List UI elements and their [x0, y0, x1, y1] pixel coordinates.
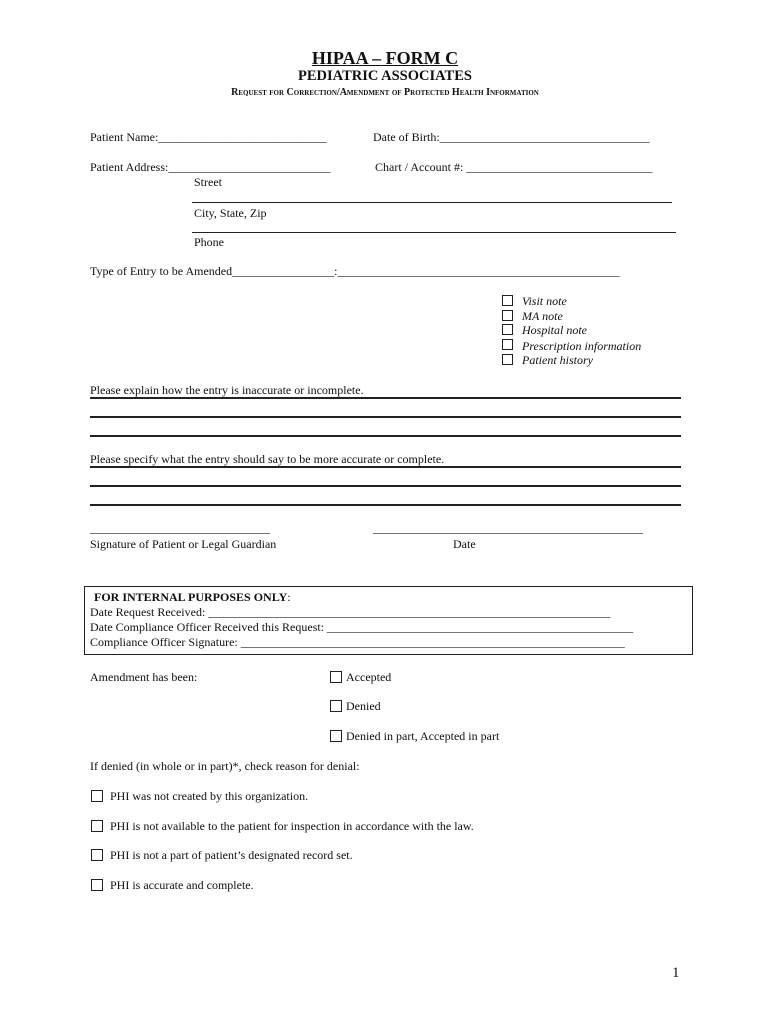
explain-label: Please explain how the entry is inaccurate or incomplete. [90, 383, 364, 397]
not-available-checkbox[interactable] [91, 820, 103, 832]
patient-address-field[interactable]: Patient Address:___________________________ [90, 160, 331, 174]
explain-line-1[interactable] [90, 397, 681, 399]
not-created-checkbox[interactable] [91, 790, 103, 802]
patient-history-checkbox[interactable] [502, 354, 513, 365]
accepted-checkbox[interactable] [330, 671, 342, 683]
specify-line-1[interactable] [90, 466, 681, 468]
type-of-entry-field[interactable]: Type of Entry to be Amended_________________:_______________________________________________ [90, 264, 620, 278]
denied-in-part-label: Denied in part, Accepted in part [346, 729, 500, 743]
officer-received-field[interactable]: Date Compliance Officer Received this Request: ___________________________________________________ [90, 620, 634, 634]
form-title: HIPAA – FORM C [311, 48, 459, 68]
chart-account-field[interactable]: Chart / Account #: _______________________________ [375, 160, 653, 174]
denied-checkbox[interactable] [330, 700, 342, 712]
signature-date-line[interactable]: _____________________________________________ [373, 521, 643, 535]
prescription-information-label: Prescription information [522, 339, 642, 353]
date-of-birth-field[interactable]: Date of Birth:___________________________________ [373, 130, 650, 144]
internal-heading-colon: : [287, 590, 291, 604]
internal-heading-text: FOR INTERNAL PURPOSES ONLY [94, 590, 288, 604]
specify-line-2[interactable] [90, 485, 681, 487]
denied-in-part-checkbox[interactable] [330, 730, 342, 742]
explain-line-3[interactable] [90, 435, 681, 437]
form-subtitle: Request for Correction/Amendment of Protected Health Information [231, 87, 539, 98]
accurate-complete-checkbox[interactable] [91, 879, 103, 891]
officer-signature-field[interactable]: Compliance Officer Signature: ________________________________________________________________ [90, 635, 625, 649]
accepted-label: Accepted [346, 670, 392, 684]
prescription-information-checkbox[interactable] [502, 339, 513, 350]
address-line-1[interactable] [192, 202, 672, 203]
visit-note-checkbox[interactable] [502, 295, 513, 306]
internal-heading [94, 590, 291, 605]
street-label: Street [194, 175, 222, 189]
denial-reason-label: If denied (in whole or in part)*, check reason for denial: [90, 759, 360, 773]
specify-line-3[interactable] [90, 504, 681, 506]
signature-label: Signature of Patient or Legal Guardian [90, 537, 277, 551]
amendment-label: Amendment has been: [90, 670, 198, 684]
date-request-received-field[interactable]: Date Request Received: ___________________________________________________________________ [90, 605, 611, 619]
ma-note-checkbox[interactable] [502, 310, 513, 321]
ma-note-label: MA note [522, 309, 563, 323]
not-record-set-label: PHI is not a part of patient’s designated record set. [110, 848, 353, 862]
signature-line[interactable]: ______________________________ [90, 521, 270, 535]
phone-label: Phone [194, 235, 224, 249]
not-available-label: PHI is not available to the patient for inspection in accordance with the law. [110, 819, 474, 833]
denied-label: Denied [346, 699, 381, 713]
hospital-note-checkbox[interactable] [502, 324, 513, 335]
not-created-label: PHI was not created by this organization. [110, 789, 309, 803]
patient-name-field[interactable]: Patient Name:____________________________ [90, 130, 327, 144]
not-record-set-checkbox[interactable] [91, 849, 103, 861]
page-number: 1 [672, 965, 680, 981]
city-state-zip-label: City, State, Zip [194, 206, 267, 220]
specify-label: Please specify what the entry should say to be more accurate or complete. [90, 452, 445, 466]
accurate-complete-label: PHI is accurate and complete. [110, 878, 254, 892]
explain-line-2[interactable] [90, 416, 681, 418]
hospital-note-label: Hospital note [522, 323, 587, 337]
visit-note-label: Visit note [522, 294, 567, 308]
organization-name: PEDIATRIC ASSOCIATES [298, 68, 472, 84]
patient-history-label: Patient history [522, 353, 593, 367]
address-line-2[interactable] [192, 232, 676, 233]
signature-date-label: Date [453, 537, 476, 551]
